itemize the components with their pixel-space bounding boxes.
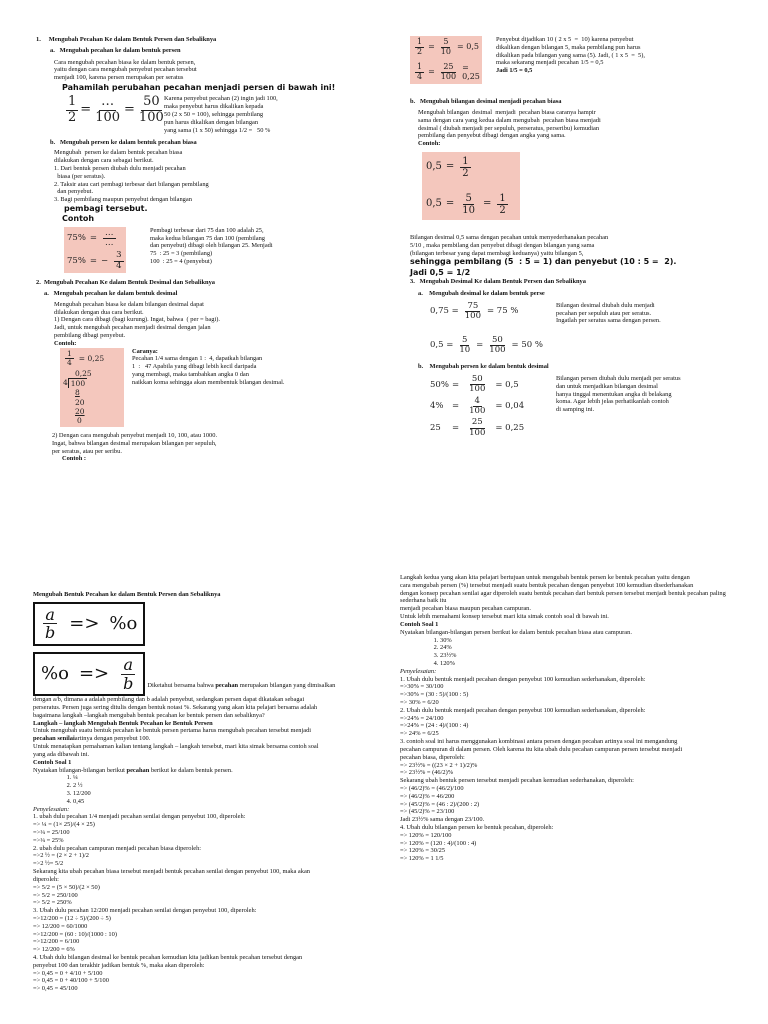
text-line: Bilangan desimal diubah dulu menjadi [556, 301, 655, 309]
solution-line: => 5/2 = 250/100 [33, 891, 78, 899]
subsection-2b-heading: b. Mengubah bilangan desimal menjadi pecahan biasa [410, 98, 562, 106]
solution-line: => 0,45 = 0 + 40/100 + 5/100 [33, 977, 109, 985]
conclusion-text: Jadi 1/5 = 0,5 [496, 67, 533, 75]
list-item: 1. 30% [440, 637, 740, 645]
text-line: 75 : 25 = 3 (pembilang) [150, 250, 213, 258]
section-2-heading: 2. Mengubah Pecahan Ke dalam Bentuk Desimal dan Sebaliknya [36, 279, 215, 287]
example-label-3: Contoh : [62, 455, 86, 463]
top-left-column [36, 36, 336, 463]
solution-line: 1. ubah dulu pecahan 1/4 menjadi pecahan senilai dengan penyebut 100, diperoleh: [33, 813, 246, 821]
paragraph-1b [36, 149, 336, 204]
example-1-question-right: Nyatakan bilangan-bilangan persen berikut ke dalam bentuk pecahan biasa atau campuran. [400, 628, 632, 636]
text-line: yang ada dibawah ini. [33, 750, 90, 758]
text-line: dikalikan pada bilangan yang sama (5). Jadi, ( 1 x 5 = 5), [496, 51, 645, 59]
subsection-1b-heading: b. Mengubah persen ke dalam bentuk pecahan biasa [50, 138, 197, 146]
solution-line: => 12/200 = 60/1000 [33, 922, 88, 930]
solution-line: => 23½% = ((23 × 2 + 1)/2)% [400, 761, 478, 769]
text-line: Bilangan persen diubah dulu menjadi per seratus [556, 375, 681, 382]
text-line: dan penyebut. [54, 188, 94, 196]
solution-line: =>¼ = 25/100 [33, 829, 70, 836]
solution-line: => 120% = 120/100 [400, 831, 452, 839]
solution-line: => 12/200 = 6% [33, 946, 75, 954]
formula-percent-to-decimal: 50% = $\frac{50}{100}$ = 0,5 4% = $\frac{4}{100}$ = 0,04 25 = $\frac{25}{100}$ = 0,25 Bilangan persen diubah dulu menjadi per seratus dan untuk menjadikan bilangan desimal hanya tinggal menentukan angka di belakang koma. Agar lebih jelas perhatikanlah contoh di samping ini. [430, 374, 681, 438]
text-line: dan penyebut) dibagi oleh bilangan 25. Menjadi [150, 242, 273, 250]
solution-line: diperoleh: [33, 875, 59, 883]
steps-paragraph [33, 743, 385, 759]
text-line: Bilangan desimal 0,5 sama dengan pecahan untuk menyederhanakan pecahan [410, 233, 609, 241]
text-line: 1 : 47 Apabila yang dibagi lebih kecil daripada [132, 363, 257, 371]
solution-line: =>12/200 = (12 ÷ 5)/(200 ÷ 5) [33, 914, 111, 922]
example-1-list [33, 774, 385, 805]
text-line: 1) Dengan cara dibagi (bagi kurung). Ingat, bahwa ( per = bagi). [54, 316, 220, 324]
text-line: perseratus. Persen juga sering ditulis dengan bentuk notasi %. Sekarang yang akan kita pelajari bersama adalah [33, 704, 318, 711]
subsection-3a-heading: a. Mengubah desimal ke dalam bentuk perse [418, 290, 545, 297]
solution-line: => 23½% = (46/2)% [400, 769, 454, 777]
text-line: pun harus dikalikan dengan bilangan [164, 118, 259, 126]
list-item: 4. 120% [440, 660, 740, 668]
text-line: dan untuk menjadikan bilangan desimal [556, 382, 658, 390]
list-item: 3. 12/200 [73, 790, 385, 798]
steps-heading: Langkah – langkah Mengubah Bentuk Pecahan ke Bentuk Persen [33, 719, 213, 727]
text-line: di samping ini. [556, 406, 595, 414]
text-line: Pecahan 1/4 sama dengan 1 : 4, dapatkah bilangan [132, 355, 263, 363]
text-line: pecahan per sepuluh atau per seratus. [556, 309, 652, 317]
solution-line: => (46/2)% = 46/200 [400, 792, 455, 800]
list-item: 1. ¼ [73, 774, 385, 782]
text-line: menjadi 100, karena persen merupakan per seratus [54, 74, 184, 82]
text-line: Jadi, untuk mengubah pecahan menjadi desimal dengan jalan [54, 324, 211, 332]
text-line: Cara mengubah pecahan biasa ke dalam bentuk persen, [54, 58, 196, 66]
instruction-text: Pahamilah perubahan pecahan menjadi persen di bawah ini! [62, 83, 336, 93]
solution-line: =>30% = (30 : 5)/(100 : 5) [400, 691, 469, 699]
text-line: (bilangan terbesar yang dapat membagi keduanya) yaitu bilangan 5, [410, 249, 584, 257]
text-line: dikalikan dengan bilangan 5, maka pembilang pun harus [496, 43, 641, 51]
text-line: Karena penyebut pecahan (2) ingin jadi 100, [164, 95, 278, 103]
solution-line: => 0,45 = 0 + 4/10 + 5/100 [33, 969, 103, 977]
bottom-right-column [400, 574, 740, 863]
solution-line: =>2 ½ = (2 × 2 + 1)/2 [33, 852, 90, 860]
text-line: cara mengubah persen (%) tersebut menjadi suatu bentuk pecahan dengan penyebut 100 kemudian disederhanakan [400, 581, 694, 589]
solution-line: penyebut 100 dan terakhir jadikan bentuk %, maka akan diperoleh: [33, 961, 205, 969]
text-line: 5/10 , maka pembilang dan penyebut dibagi dengan bilangan yang sama [410, 241, 595, 249]
formula-percent-decimal-explanation [550, 375, 681, 414]
solution-line: 4. Ubah dulu bilangan desimal ke bentuk pecahan kemudian kita jadikan bentuk pecahan tersebut dengan [33, 954, 303, 961]
solution-line: =>24% = 24/100 [400, 714, 444, 722]
text-line: Mengubah persen ke dalam bentuk pecahan biasa [54, 149, 183, 157]
text-line: desimal ( diubah menjadi per sepuluh, perseratus, perseribu) kemudian [418, 124, 600, 132]
text-line: pembilang dibagi penyebut. [54, 332, 126, 340]
solution-line: Jadi 23½% sama dengan 23/100. [400, 816, 485, 824]
solution-label: Penyelesaian: [33, 805, 70, 813]
formula-decimal-explanation [496, 36, 645, 67]
top-right-column [410, 36, 740, 438]
subsection-3b-heading: b. Mengubah persen ke dalam bentuk desimal [418, 363, 549, 371]
solution-line: pecahan campuran di dalam persen. Oleh karena itu kita ubah dulu pecahan campuran persen tersebut menjadi [400, 745, 683, 753]
example-label-4: Contoh: [418, 140, 441, 148]
text-line: biasa (per seratus). [54, 172, 106, 180]
formula-decimal-to-fraction: 0,5 = $\frac{1}{2}$ 0,5 = $\frac{5}{10}$ = $\frac{1}{2}$ [422, 152, 520, 220]
formula-half-explanation [160, 95, 278, 134]
paragraph-1a [36, 59, 336, 82]
solution-lines [33, 813, 385, 993]
solution-line: Sekarang ubah bentuk persen tersebut menjadi pecahan kemudian sederhanakan, diperoleh: [400, 777, 634, 785]
text-line: yang membagi, maka tambahkan angka 0 dan [132, 371, 249, 379]
text-line: Mengubah bilangan desimal menjadi pecahan biasa caranya hampir [418, 108, 596, 116]
text-line: Pembagi terbesar dari 75 dan 100 adalah 25, [150, 226, 264, 234]
example-1-heading: Contoh Soal 1 [33, 758, 72, 766]
paragraph-2a [36, 301, 336, 340]
text-line: maka sekarang menjadi pecahan 1/5 = 0,5 [496, 59, 604, 67]
text-line: dilakukan dengan cara sebagai berikut. [54, 157, 154, 165]
formula-decimal-percent-explanation [550, 302, 661, 325]
solution-line: =>2 ½= 5/2 [33, 860, 64, 868]
solution-lines-right [400, 676, 740, 864]
solution-line: => ¼ = (1× 25)/(4 × 25) [33, 821, 95, 829]
solution-line: =>30% = 30/100 [400, 683, 444, 691]
text-line: 100 : 25 = 4 (penyebut) [150, 258, 212, 266]
solution-line: 1. Ubah dulu bentuk menjadi pecahan dengan penyebut 100 kemudian sederhanakan, diperoleh: [400, 675, 646, 683]
text-line: sama dengan cara yang kedua dalam mengubah pecahan biasa menjadi [418, 116, 601, 124]
simplify-text: sehingga pembilang (5 : 5 = 1) dan penyebut (10 : 5 = 2). [410, 257, 677, 267]
paragraph-2a-method2 [36, 432, 336, 455]
text-line: naikkan koma sehingga akan membentuk bilangan desimal. [132, 378, 285, 386]
steps-line-2: pecahan senilaiartinya dengan penyebut 100. [33, 735, 151, 743]
solution-line: => (45/2)% = 23/100 [400, 808, 455, 816]
text-line: yang sama (1 x 50) sehingga 1/2 = 50 % [164, 126, 271, 134]
list-item: 3. 23½% [440, 652, 740, 660]
list-item: 2. 24% [440, 644, 740, 652]
formula-75-explanation [126, 227, 273, 266]
solution-line: => 24% = 6/25 [400, 730, 439, 738]
solution-line: => (45/2)% = (46 : 2)/(200 : 2) [400, 800, 480, 808]
text-line: per seratus, atau per seribu. [52, 447, 122, 455]
percent-to-fraction-intro [400, 574, 740, 621]
solution-line: => 5/2 = 250% [33, 899, 72, 907]
formula-quarter-explanation [132, 355, 284, 386]
solution-line: => 0,45 = 45/100 [33, 985, 78, 993]
solution-line: 3. contoh soal ini harus menggunakan kombinasi antara persen dengan pecahan artinya soal ini mengandung [400, 738, 678, 746]
text-line: 3. Bagi pembilang maupun penyebut dengan bilangan [54, 196, 192, 204]
text-line: Langkah kedua yang akan kita pelajari bertujuan untuk mengubah bentuk persen ke bentuk pecahan yaitu dengan [400, 574, 690, 581]
simplify-result: Jadi 0,5 = 1/2 [410, 267, 471, 277]
list-item: 4. 0,45 [73, 798, 385, 806]
text-line: 1. Dari bentuk persen diubah dulu menjadi pecahan [54, 164, 186, 172]
text-line: Penyebut dijadikan 10 ( 2 x 5 = 10) karena penyebut [496, 36, 634, 43]
caranya-label: Caranya: [132, 347, 158, 355]
paragraph-2b [410, 109, 740, 140]
intro-paragraph [33, 696, 385, 719]
text-line: menjadi pecahan biasa maupun pecahan campuran. [400, 605, 531, 613]
text-line: 2) Dengan cara mengubah penyebut menjadi 10, 100, atau 1000. [52, 432, 218, 440]
instruction-text-2: pembagi tersebut. [64, 204, 148, 214]
solution-label-right: Penyelesaian: [400, 667, 437, 675]
solution-line: =>24% = (24 : 4)/(100 : 4) [400, 722, 469, 730]
solution-line: pecahan biasa, diperoleh: [400, 753, 465, 761]
solution-line: => (46/2)% = (46/2)/100 [400, 784, 464, 792]
bottom-left-title: Mengubah Bentuk Pecahan ke dalam Bentuk Persen dan Sebaliknya [33, 591, 221, 598]
subsection-2a-heading: a. Mengubah pecahan ke dalam bentuk desimal [44, 289, 178, 297]
section-3-heading: 3. Mengubah Desimal Ke dalam Bentuk Persen dan Sebaliknya [410, 278, 586, 286]
text-line: Untuk menatapkan pemahaman kalian tentang langkah – langkah tersebut, mari kita simak bersama contoh soal [33, 743, 319, 751]
example-label-2: Contoh: [54, 339, 77, 347]
text-line: 2. Taksir atau cari pembagi terbesar dari bilangan pembilang [54, 180, 209, 188]
solution-line: => 120% = 30/25 [400, 847, 446, 855]
fraction-to-permil-box: $\frac{a}{b}$ => %o [33, 602, 145, 646]
example-1-question: Nyatakan bilangan-bilangan berikut pecahan berikut ke dalam bentuk persen. [33, 766, 233, 774]
formula-decimal-to-percent: 0,75 = $\frac{75}{100}$ = 75 % 0,5 = $\frac{5}{10}$ = $\frac{50}{100}$ = 50 % Bilangan desimal diubah dulu menjadi pecahan per sepuluh atau per seratus. Ingatlah per seratus sama dengan persen. [430, 300, 661, 355]
text-line: pembilang dan penyebut dibagi dengan angka yang sama. [418, 132, 566, 140]
formula-quarter-division: $\frac{1}{4}$ = 0,25 0,25 4 100 8 20 20 0 Caranya: Pecahan 1/4 sama dengan 1 : 4, dapatkah bilangan 1 : 47 Apabila yang dibagi lebih kecil daripada yang membagi, maka tambahkan angka 0 dan naikkan koma sehingga akan membentuk bilangan desimal. [36, 348, 336, 427]
solution-line: =>¼ = 25% [33, 836, 64, 844]
text-line: yaitu dengan cara mengubah penyebut pecahan tersebut [54, 66, 197, 74]
text-line: Ingat, bahwa bilangan desimal merupakan bilangan per sepuluh, [52, 439, 217, 447]
intro-first-line: Diketahui bersama bahwa pecahan merupakan bilangan yang dimisalkan [147, 682, 336, 690]
subsection-1a-heading: a. Mengubah pecahan ke dalam bentuk persen [50, 46, 181, 54]
steps-line-1: Untuk mengubah suatu bentuk pecahan ke bentuk persen pertama harus mengubah pecahan tersebut menjadi [33, 727, 312, 735]
solution-line: => 120% = 1 1/5 [400, 855, 444, 863]
solution-line: =>12/200 = 6/100 [33, 938, 80, 946]
text-line: maka kedua bilangan 75 dan 100 (pembilang [150, 234, 265, 242]
text-line: Mengubah pecahan biasa ke dalam bilangan desimal dapat [54, 300, 204, 308]
formula-half-to-percent: $\frac{1}{2}$ = $\frac{\dots}{100}$ = $\frac{50}{100}$ Karena penyebut pecahan (2) ingin jadi 100, maka penyebut harus dikalikan kepada 50 (2 x 50 = 100), sehingga pembilang pun harus dikalikan dengan bilangan yang sama (1 x 50) sehingga 1/2 = 50 % [68, 94, 278, 134]
text-line: koma. Agar lebih jelas perhatikanlah contoh [556, 398, 669, 406]
list-item: 2. 2 ½ [73, 782, 385, 790]
permil-to-fraction-box: %o => $\frac{a}{b}$ [33, 652, 145, 696]
text-line: dengan a/b, dimana a adalah pembilang dan b adalah penyebut, sedangkan persen dapat dikatakan sebagai [33, 696, 305, 704]
paragraph-simplify [410, 234, 740, 257]
bottom-left-column [33, 591, 385, 993]
example-label: Contoh [62, 214, 95, 224]
solution-line: => 120% = (120 : 4)/(100 : 4) [400, 839, 477, 847]
text-line: dengan konsep pecahan senilai agar diperoleh suatu bentuk pecahan dari bentuk persen tersebut menjadi bentuk pecahan paling sederhana baik itu [400, 589, 726, 605]
solution-line: => 5/2 = (5 × 50)/(2 × 50) [33, 883, 100, 891]
solution-line: =>12/200 = (60 : 10)/(1000 : 10) [33, 930, 117, 938]
text-line: hanya tinggal menentukan angka di belakang [556, 390, 672, 398]
text-line: Ingatlah per seratus sama dengan persen. [556, 317, 661, 325]
text-line: 50 (2 x 50 = 100), sehingga pembilang [164, 111, 264, 119]
solution-line: Sekarang kita ubah pecahan biasa tersebut menjadi bentuk pecahan senilai dengan penyebut 100, maka akan [33, 868, 311, 876]
formula-decimal-examples: $\frac{1}{2}$ = $\frac{5}{10}$ = 0,5 $\frac{1}{4}$ = $\frac{25}{100}$ = 0,25 Penyebut dijadikan 10 ( 2 x 5 = 10) karena penyebut dikalikan dengan bilangan 5, maka pembilang pun harus dikalikan pada bilangan yang sama (5). Jadi, ( 1 x 5 = 5), maka sekarang menjadi pecahan 1/5 = 0,5 Jadi 1/5 = 0,5 [410, 36, 740, 84]
text-line: Untuk lebih memahami konsep tersebut mari kita simak contoh soal di bawah ini. [400, 613, 609, 621]
solution-line: => 30% = 6/20 [400, 699, 439, 706]
text-line: maka penyebut harus dikalikan kepada [164, 103, 264, 111]
text-line: dilakukan dengan dua cara berikut. [54, 308, 144, 316]
formula-75-percent: 75% = $\frac{\dots}{\dots}$ 75% = − $\frac{3}{4}$ Pembagi terbesar dari 75 dan 100 adalah 25, maka kedua bilangan 75 dan 100 (pembilang dan penyebut) dibagi oleh bilangan 25. Menjadi 75 : 25 = 3 (pembilang) 100 : 25 = 4 (penyebut) [36, 227, 336, 273]
solution-line: 2. ubah dulu pecahan campuran menjadi pecahan biasa diperoleh: [33, 844, 202, 852]
solution-line: 3. Ubah dulu pecahan 12/200 menjadi pecahan senilai dengan penyebut 100, diperoleh: [33, 907, 257, 915]
text-line: bagaimana langkah –langkah mengubah bentuk pecahan ke bentuk persen dan sebaliknya? [33, 711, 265, 719]
solution-line: 2. Ubah dulu bentuk menjadi pecahan dengan penyebut 100 kemudian sederhanakan, diperoleh: [400, 706, 646, 714]
section-1-heading: 1. Mengubah Pecahan Ke dalam Bentuk Persen dan Sebaliknya [36, 36, 217, 43]
example-1-list-right [400, 637, 740, 668]
example-1-heading-right: Contoh Soal 1 [400, 620, 439, 628]
solution-line: 4. Ubah dulu bilangan persen ke bentuk pecahan, diperoleh: [400, 824, 554, 831]
